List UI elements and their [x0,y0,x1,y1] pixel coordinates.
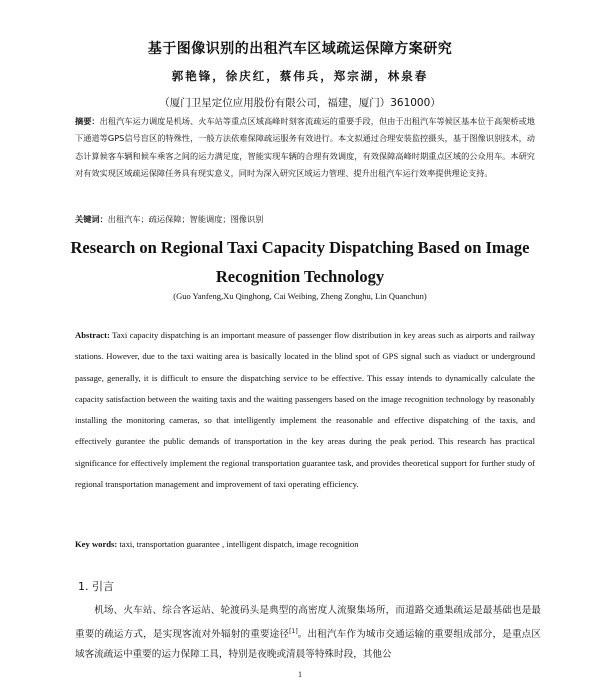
introduction-text-part-2: 。出租汽车作为城市交通运输的重要组成部分，是重点区域客流疏运中重要的运力保障工具，特别是夜晚或清晨等特殊时段，其他公 [75,628,542,661]
english-abstract-label: Abstract: [75,330,110,340]
chinese-authors: 郭艳锋，徐庆红，蔡伟兵，郑宗湖，林泉春 [171,69,429,83]
english-title: Research on Regional Taxi Capacity Dispatching Based on Image Recognition Technology [70,238,530,286]
section-heading-introduction: 1. 引言 [78,580,114,593]
introduction-paragraph [75,601,541,666]
introduction-text-part-1: 机场、火车站、综合客运站、轮渡码头是典型的高密度人流聚集场所，而道路交通集疏运是最基础也是最重要的疏运方式，是实现客流对外辐射的重要途径 [75,605,541,640]
chinese-title: 基于图像识别的出租汽车区域疏运保障方案研究 [147,41,453,57]
chinese-affiliation: （厦门卫星定位应用股份有限公司，福建，厦门）361000） [159,97,441,109]
chinese-keywords-label: 关键词： [75,214,108,224]
page-number: 1 [298,670,302,679]
citation-reference[interactable]: [1] [289,627,298,635]
english-keywords [75,539,535,549]
chinese-keywords-text: 出租汽车；疏运保障；智能调度；图像识别 [107,214,264,224]
chinese-keywords [75,214,535,225]
english-abstract [75,325,535,495]
chinese-abstract-text: 出租汽车运力调度是机场、火车站等重点区域高峰时刻客流疏运的重要手段，但由于出租汽车等候区基本位于高架桥或地下通道等GPS信号盲区的特殊性，一般方法依难保障疏运服务有效进行。本文拟通过合理安装监控摄头，基于图像识别技术，动态计算候客车辆和候车乘客之间的运力满足度，智能实现车辆的合理有效调度，有效保障高峰时期重点区域的公众用车。本研究对有效实现区域疏运保障任务具有现实意义，同时为深入研究区域运力管理、提升出租汽车运行效率提供理论支持。 [75,116,535,179]
chinese-abstract [75,113,535,183]
chinese-abstract-label: 摘要： [75,116,100,126]
english-abstract-text: Taxi capacity dispatching is an important measure of passenger flow distribution in key areas such as airports and railway stations. However, due to the taxi waiting area is basically located in the blind spot of GPS signal such as viaduct or underground passage, generally, it is difficult to ensure the dispatching service to be effective. This essay intends to dynamically calculate the capacity satisfaction between the waiting taxis and the waiting passengers based on the image recognition technology by reasonably installing the monitoring cameras, so that intelligently implement the reasonable and effective dispatching of the taxis, and effectively gurantee the public demands of transportation in the key areas during the peak period. This research has practical significance for effectively implement the regional transportation guarantee task, and provides theoretical support for further study of regional transportation management and improvement of taxi operating efficiency. [75,330,535,490]
english-authors: (Guo Yanfeng,Xu Qinghong, Cai Weibing, Zheng Zonghu, Lin Quanchun) [173,291,427,301]
english-keywords-text: taxi, transportation guarantee , intelligent dispatch, image recognition [119,539,359,549]
english-keywords-label: Key words: [75,539,118,549]
